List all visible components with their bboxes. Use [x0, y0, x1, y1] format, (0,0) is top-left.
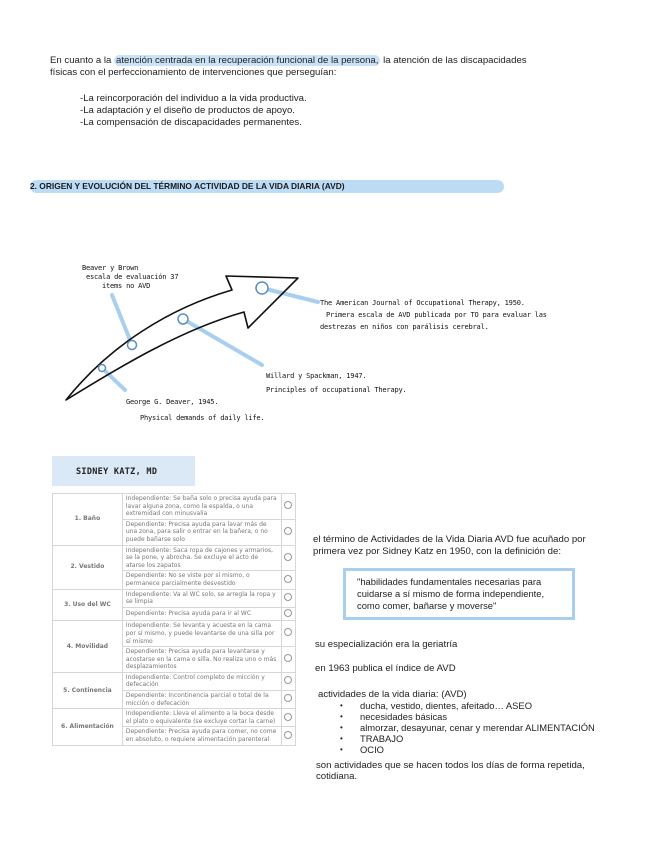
goals-list: [80, 93, 307, 129]
note-line: items no AVD: [102, 282, 151, 290]
intro-highlight: atención centrada en la recuperación funcional de la persona,: [116, 55, 379, 66]
note-line: destrezas en niños con parálisis cerebral.: [320, 323, 489, 331]
katz-item-description: Dependiente: Incontinencia parcial o total de la micción o defecación: [122, 691, 281, 709]
list-item: • ducha, vestido, dientes, afeitado… ASEO: [336, 700, 636, 711]
intro-paragraph: [50, 55, 610, 79]
katz-name: SIDNEY KATZ, MD: [76, 467, 158, 477]
goal-item: -La compensación de discapacidades permanentes.: [80, 117, 302, 128]
radio-button[interactable]: [284, 654, 292, 662]
katz-category: 1. Baño: [53, 494, 123, 546]
katz-item-description: Independiente: Control completo de micción y defecación: [122, 672, 281, 690]
table-row: [53, 621, 296, 647]
katz-item-description: Dependiente: Precisa ayuda para ir al WC: [122, 607, 281, 621]
connector-line: [262, 288, 318, 302]
note-ajot-1950: [320, 297, 547, 333]
katz-radio-cell[interactable]: [281, 672, 295, 690]
katz-item-description: Independiente: Va al WC solo, se arregla la ropa y se limpia: [122, 589, 281, 607]
section-title: 2. ORIGEN Y EVOLUCIÓN DEL TÉRMINO ACTIVIDAD DE LA VIDA DIARIA (AVD): [30, 181, 345, 191]
specialization-text: su especialización era la geriatría: [315, 639, 458, 650]
radio-button[interactable]: [284, 527, 292, 535]
note-line: escala de evaluación 37: [86, 273, 179, 281]
katz-category: 4. Movilidad: [53, 621, 123, 673]
goal-item: -La reincorporación del individuo a la vida productiva.: [80, 93, 307, 104]
note-line: Principles of occupational Therapy.: [266, 386, 407, 394]
table-row: [53, 709, 296, 727]
katz-definition-paragraph: el término de Actividades de la Vida Diaria AVD fue acuñado por primera vez por Sidney Katz en 1950, con la definición de:: [313, 534, 586, 557]
radio-button[interactable]: [284, 593, 292, 601]
list-item: • TRABAJO: [336, 733, 636, 744]
katz-category: 2. Vestido: [53, 545, 123, 589]
katz-radio-cell[interactable]: [281, 709, 295, 727]
avd-summary: son actividades que se hacen todos los días de forma repetida, cotidiana.: [316, 760, 585, 782]
katz-category: 6. Alimentación: [53, 709, 123, 745]
katz-radio-cell[interactable]: [281, 571, 295, 589]
katz-item-description: Dependiente: No se viste por sí mismo, o permanece parcialmente desvestido: [122, 571, 281, 589]
katz-index-table: [52, 493, 296, 746]
radio-button[interactable]: [284, 731, 292, 739]
radio-button[interactable]: [284, 501, 292, 509]
intro-text-end: la atención de las discapacidades: [380, 55, 527, 66]
list-item: • necesidades básicas: [336, 711, 636, 722]
katz-item-description: Independiente: Se levanta y acuesta en la cama por sí mismo, y puede levantarse de una silla por sí mismo: [122, 621, 281, 647]
katz-radio-cell[interactable]: [281, 691, 295, 709]
note-line: Beaver y Brown: [82, 264, 139, 272]
katz-item-description: Dependiente: Precisa ayuda para lavar más de una zona, para salir o entrar en la bañera, o no puede bañarse solo: [122, 519, 281, 545]
avd-list: [336, 700, 636, 755]
katz-item-description: Dependiente: Precisa ayuda para comer, no come en absoluto, o requiere alimentación parenteral: [122, 727, 281, 745]
radio-button[interactable]: [284, 609, 292, 617]
list-item: • almorzar, desayunar, cenar y merendar ALIMENTACIÓN: [336, 722, 636, 733]
note-deaver: [126, 394, 264, 426]
table-row: [53, 494, 296, 520]
timeline-point: [99, 365, 106, 372]
katz-radio-cell[interactable]: [281, 589, 295, 607]
timeline-point: [128, 341, 137, 350]
table-row: [53, 672, 296, 690]
katz-category: 5. Continencia: [53, 672, 123, 708]
katz-radio-cell[interactable]: [281, 647, 295, 673]
katz-item-description: Independiente: Se baña solo o precisa ayuda para lavar alguna zona, como la espalda, o una extremidad con minusvalía: [122, 494, 281, 520]
katz-item-description: Independiente: Lleva el alimento a la boca desde el plato o equivalente (se excluye cortar la carne): [122, 709, 281, 727]
katz-category: 3. Uso del WC: [53, 589, 123, 621]
katz-item-description: Dependiente: Precisa ayuda para levantarse y acostarse en la cama o silla. No realiza uno o más desplazamientos: [122, 647, 281, 673]
timeline-point: [178, 314, 188, 324]
radio-button[interactable]: [284, 713, 292, 721]
note-willard-spackman: [266, 369, 407, 397]
note-line: The American Journal of Occupational Therapy, 1950.: [320, 299, 525, 307]
intro-line-2: físicas con el perfeccionamiento de intervenciones que perseguían:: [50, 67, 337, 78]
note-line: Willard y Spackman, 1947.: [266, 372, 367, 380]
radio-button[interactable]: [284, 575, 292, 583]
katz-radio-cell[interactable]: [281, 607, 295, 621]
katz-radio-cell[interactable]: [281, 621, 295, 647]
katz-radio-cell[interactable]: [281, 545, 295, 571]
katz-item-description: Independiente: Saca ropa de cajones y armarios, se la pone, y abrocha. Se excluye el acto de atarse los zapatos: [122, 545, 281, 571]
connector-line: [112, 295, 132, 345]
note-line: George G. Deaver, 1945.: [126, 398, 219, 406]
timeline-point: [256, 282, 268, 294]
intro-text-start: En cuanto a la: [50, 55, 115, 66]
katz-quote: "habilidades fundamentales necesarias para cuidarse a sí mismo de forma independiente, como comer, bañarse y moverse": [357, 576, 545, 611]
note-line: Physical demands of daily life.: [140, 414, 265, 422]
goal-item: -La adaptación y el diseño de productos de apoyo.: [80, 105, 295, 116]
katz-radio-cell[interactable]: [281, 519, 295, 545]
katz-radio-cell[interactable]: [281, 727, 295, 745]
radio-button[interactable]: [284, 676, 292, 684]
radio-button[interactable]: [284, 694, 292, 702]
table-row: [53, 589, 296, 607]
note-beaver-brown: [82, 264, 178, 291]
index-year-text: en 1963 publica el índice de AVD: [315, 663, 456, 674]
list-item: • OCIO: [336, 744, 636, 755]
table-row: [53, 545, 296, 571]
katz-radio-cell[interactable]: [281, 494, 295, 520]
avd-heading: actividades de la vida diaria: (AVD): [318, 689, 467, 700]
note-line: Primera escala de AVD publicada por TO para evaluar las: [326, 311, 547, 319]
radio-button[interactable]: [284, 628, 292, 636]
radio-button[interactable]: [284, 553, 292, 561]
